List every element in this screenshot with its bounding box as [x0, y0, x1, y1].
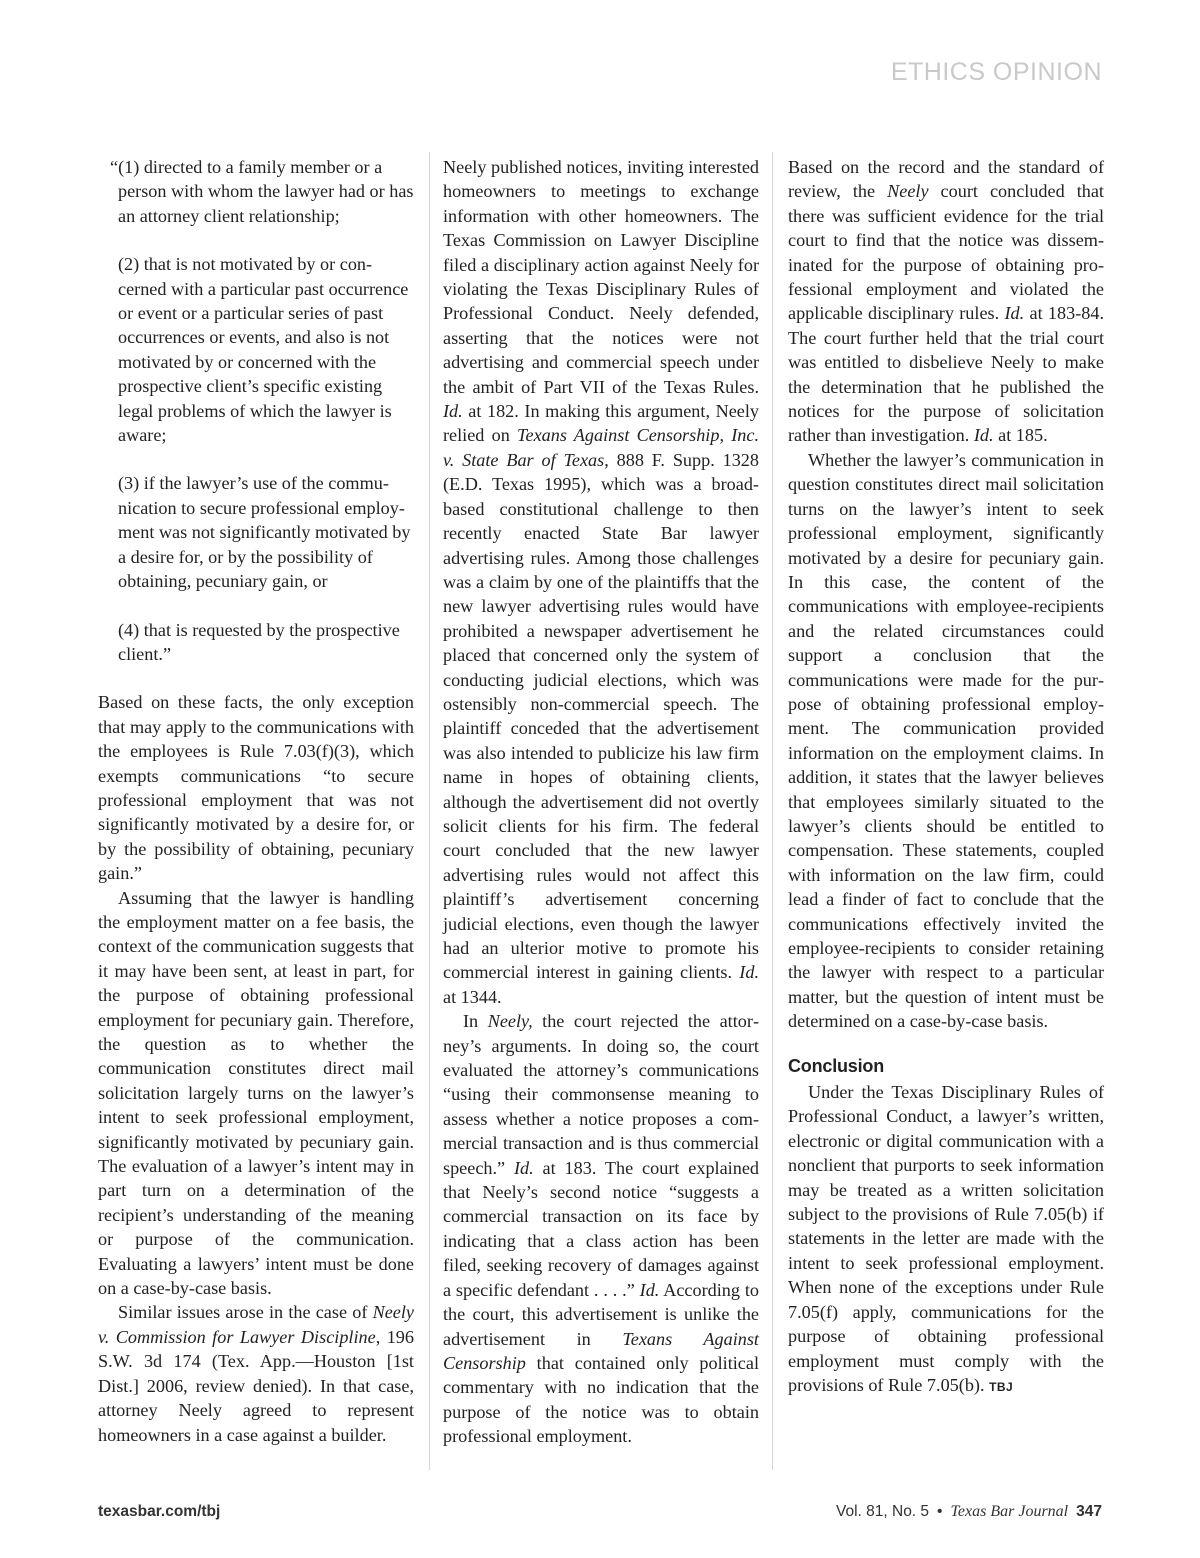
column-3 [788, 155, 1104, 1399]
paragraph [98, 1300, 414, 1446]
citation: Id. [443, 401, 463, 422]
paragraph [443, 1009, 759, 1448]
footer-folio [836, 1503, 1102, 1521]
conclusion-heading: Conclusion [788, 1055, 884, 1076]
paragraph: Whether the lawyer’s communication in question constitutes direct mail solicitation turns on the lawyer’s intent to seek professional employment, significantly motivated by a desire for pecuniary gain. In this case, the content of the communications with employee-recipients and the related circumstances could support a conclusion that the communications were made for the purpose of obtaining professional employment. The communication provided information on the employment claims. In addition, it states that the lawyer believes that employees similarly situated to the lawyer’s clients should be entitled to compensation. These statements, coupled with information on the law firm, could lead a finder of fact to conclude that the communications effectively invited the employee-recipients to consider retaining the lawyer with respect to a particular matter, but the question of intent must be determined on a case-by-case basis. [788, 449, 1104, 1032]
text: In [463, 1011, 488, 1032]
paragraph [443, 155, 759, 1009]
text: at 183-84. The court further held that the trial court was entitled to disbelieve Neely to make the determination that he published the notices for the purpose of solicitation rather than investigation. [788, 303, 1105, 446]
column-1 [98, 155, 414, 1447]
text: , 196 S.W. 3d 174 (Tex. App.—Houston [1st Dist.] 2006, review denied). In that case, attorney Neely agreed to represent homeowners in a case against a builder. [98, 1326, 414, 1445]
citation: Id. [1004, 303, 1025, 324]
text: at 183. The court explained that Neely’s second notice “suggests a commercial transaction on its face by indicating that a class action has been filed, seeking recovery of damages against a specific defendant . . . .” [443, 1157, 759, 1300]
paragraph [788, 1080, 1104, 1399]
case-citation: Neely, [487, 1011, 533, 1032]
page-number: 347 [1076, 1503, 1102, 1520]
volume-issue: Vol. 81, No. 5 [835, 1503, 930, 1520]
end-mark: TBJ [989, 1379, 1014, 1394]
text: at 185. [993, 425, 1048, 446]
text: According to the court, this advertisement is unlike the advertisement in [443, 1279, 759, 1349]
case-citation: Texans Against Censorship, Inc. v. State Bar of Texas [443, 425, 759, 470]
text: that contained only political commentary with no indication that the purpose of the notice was to obtain professional employment. [443, 1352, 759, 1447]
text: Based on the record and the standard of review, the [788, 157, 1104, 202]
rule-quote-3: (3) if the lawyer’s use of the communication to secure professional employment was not significantly motivated by a desire for, or by the possibility of obtaining, pecuniary gain, or [118, 473, 411, 592]
text: , 888 F. Supp. 1328 (E.D. Texas 1995), which was a broad-based constitutional challenge to then recently enacted State Bar lawyer advertising rules. Among those challenges was a claim by one of the plaintiffs that the new lawyer advertising rules would have prohibited a newspaper advertisement he placed that concerned only the system of conducting judicial elections, which was ostensibly non-commercial speech. The plaintiff conceded that the advertisement was also intended to publicize his law firm name in hopes of obtaining clients, although the advertisement did not overtly solicit clients for his firm. The federal court concluded that the new lawyer advertising rules would not affect this plaintiff’s advertisement concerning judicial elections, even though the lawyer had an ulterior motive to promote his commercial interest in gaining clients. [443, 449, 759, 983]
paragraph [788, 155, 1104, 448]
text: Similar issues arose in the case of [118, 1302, 373, 1323]
rule-quote-4: (4) that is requested by the prospective client.” [118, 619, 400, 664]
citation: Id. [739, 962, 759, 983]
citation: Id. [639, 1279, 660, 1300]
case-citation: Neely [887, 181, 929, 202]
text: at 182. In making this argument, Neely relied on [443, 401, 759, 446]
rule-quote-2: (2) that is not motivated by or concerned with a particular past occurrence or event or a particular series of past occurrences or events, and also is not motivated by or concerned with the prospective client’s specific existing legal problems of which the lawyer is aware; [118, 254, 409, 446]
case-citation: Texans Against Censorship [443, 1328, 759, 1373]
bullet-separator: • [937, 1503, 943, 1520]
rule-quote-1: “(1) directed to a family member or a person with whom the lawyer had or has an attorney client relationship; [110, 157, 414, 226]
citation: Id. [513, 1157, 534, 1178]
citation: Id. [973, 425, 994, 446]
text: Neely published notices, inviting interested homeowners to meetings to exchange information with other homeowners. The Texas Commission on Lawyer Discipline filed a disciplinary action against Neely for violating the Texas Disciplinary Rules of Professional Conduct. Neely defended, asserting that the notices were not advertising and commercial speech under the ambit of Part VII of the Texas Rules. [443, 157, 759, 397]
section-header: ETHICS OPINION [890, 58, 1102, 86]
paragraph: Based on these facts, the only exception that may apply to the communications with the employees is Rule 7.03(f)(3), which exempts communications “to secure professional employment that was not significantly motivated by a desire for, or by the possibility of obtaining, pecuniary gain.” [98, 692, 414, 884]
column-2 [443, 155, 759, 1449]
text: Under the Texas Disciplinary Rules of Professional Conduct, a lawyer’s written, electronic or digital communication with a nonclient that purports to seek information may be treated as a written solicitation subject to the provisions of Rule 7.05(b) if statements in the letter are made with the intent to seek professional employment. When none of the exceptions under Rule 7.05(f) apply, communications for the purpose of obtaining professional employment must comply with the provisions of Rule 7.05(b). [788, 1082, 1104, 1395]
column-divider [772, 152, 773, 1470]
column-divider [429, 152, 430, 1470]
case-citation: Neely v. Commission for Lawyer Discipline [98, 1302, 414, 1347]
footer-site-link[interactable]: texasbar.com/tbj [98, 1503, 221, 1520]
journal-title: Texas Bar Journal [950, 1503, 1069, 1520]
text: the court rejected the attorney’s arguments. In doing so, the court evaluated the attorney’s communications “using their commonsense meaning to assess whether a notice proposes a commercial transaction and is thus commercial speech.” [443, 1011, 760, 1178]
text: court concluded that there was sufficient evidence for the trial court to find that the notice was disseminated for the purpose of obtaining professional employment and violated the applicable disciplinary rules. [788, 181, 1104, 324]
paragraph: Assuming that the lawyer is handling the employment matter on a fee basis, the context of the communication suggests that it may have been sent, at least in part, for the purpose of obtaining professional employment for pecuniary gain. Therefore, the question as to whether the communication constitutes direct mail solicitation largely turns on the lawyer’s intent to seek professional employment, significantly motivated by pecuniary gain. The evaluation of a lawyer’s intent may in part turn on a determination of the recipient’s understanding of the meaning or purpose of the communication. Evaluating a lawyers’ intent must be done on a case-by-case basis. [98, 887, 414, 1299]
text: at 1344. [443, 986, 502, 1007]
